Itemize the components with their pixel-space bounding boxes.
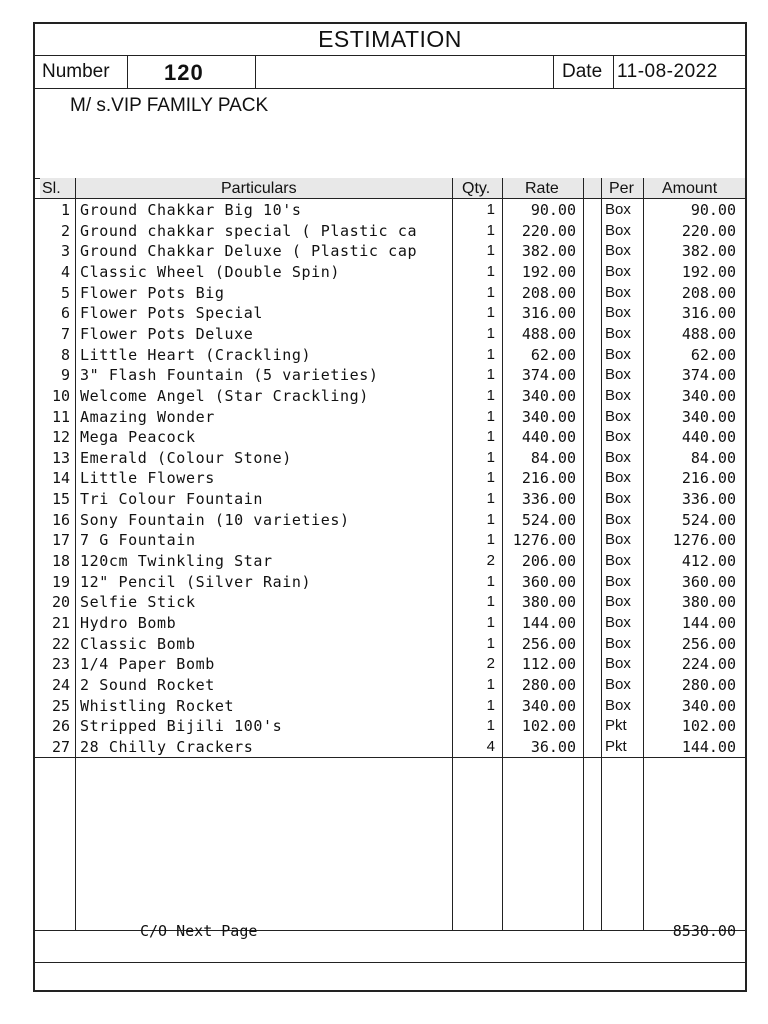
row-sl: 22 xyxy=(51,634,70,653)
table-row xyxy=(0,593,768,614)
row-particulars: Tri Colour Fountain xyxy=(80,490,263,509)
divider xyxy=(255,55,256,88)
row-sl: 16 xyxy=(51,510,70,529)
row-per: Pkt xyxy=(605,717,627,735)
row-qty: 1 xyxy=(486,283,495,301)
table-row xyxy=(0,697,768,718)
row-rate: 382.00 xyxy=(521,242,576,261)
table-row xyxy=(0,346,768,367)
row-per: Box xyxy=(605,304,631,322)
column-header-per: Per xyxy=(609,180,634,197)
row-per: Box xyxy=(605,655,631,673)
divider xyxy=(553,55,554,88)
row-per: Box xyxy=(605,407,631,425)
row-amount: 62.00 xyxy=(690,345,736,364)
divider xyxy=(127,55,128,88)
row-amount: 1276.00 xyxy=(672,531,736,550)
row-per: Box xyxy=(605,469,631,487)
row-particulars: 2 Sound Rocket xyxy=(80,675,215,694)
row-amount: 382.00 xyxy=(681,242,736,261)
row-qty: 1 xyxy=(486,593,495,611)
row-amount: 102.00 xyxy=(681,717,736,736)
row-qty: 1 xyxy=(486,304,495,322)
table-row xyxy=(0,490,768,511)
column-header-rate: Rate xyxy=(525,180,559,197)
row-per: Box xyxy=(605,696,631,714)
row-qty: 1 xyxy=(486,696,495,714)
row-sl: 7 xyxy=(60,324,70,343)
row-qty: 1 xyxy=(486,324,495,342)
date-value: 11-08-2022 xyxy=(617,61,718,82)
row-sl: 27 xyxy=(51,737,70,756)
row-particulars: Little Flowers xyxy=(80,469,215,488)
row-qty: 1 xyxy=(486,345,495,363)
number-value: 120 xyxy=(164,60,204,85)
row-qty: 1 xyxy=(486,221,495,239)
row-amount: 192.00 xyxy=(681,262,736,281)
row-qty: 1 xyxy=(486,448,495,466)
divider xyxy=(33,88,747,89)
row-qty: 1 xyxy=(486,366,495,384)
row-per: Box xyxy=(605,221,631,239)
table-row xyxy=(0,531,768,552)
divider xyxy=(33,962,747,963)
row-rate: 380.00 xyxy=(521,593,576,612)
row-particulars: Ground Chakkar Big 10's xyxy=(80,201,302,219)
row-particulars: Sony Fountain (10 varieties) xyxy=(80,510,350,529)
row-qty: 1 xyxy=(486,386,495,404)
row-qty: 1 xyxy=(486,717,495,735)
row-particulars: Hydro Bomb xyxy=(80,614,177,632)
row-sl: 5 xyxy=(60,283,70,302)
row-particulars: Flower Pots Special xyxy=(80,304,263,323)
table-row xyxy=(0,469,768,490)
row-per: Box xyxy=(605,634,631,652)
row-particulars: Little Heart (Crackling) xyxy=(80,345,312,364)
row-sl: 24 xyxy=(51,675,70,694)
row-particulars: 12" Pencil (Silver Rain) xyxy=(80,572,312,591)
row-amount: 144.00 xyxy=(681,614,736,632)
row-qty: 1 xyxy=(486,242,495,260)
row-sl: 25 xyxy=(51,696,70,715)
row-rate: 524.00 xyxy=(521,510,576,529)
row-per: Box xyxy=(605,386,631,404)
row-particulars: 120cm Twinkling Star xyxy=(80,552,273,571)
row-particulars: 28 Chilly Crackers xyxy=(80,737,254,756)
row-per: Box xyxy=(605,428,631,446)
table-row xyxy=(0,552,768,573)
row-sl: 8 xyxy=(60,345,70,364)
row-sl: 21 xyxy=(51,614,70,632)
table-row xyxy=(0,366,768,387)
row-per: Box xyxy=(605,614,631,631)
row-qty: 1 xyxy=(486,614,495,631)
row-sl: 20 xyxy=(51,593,70,612)
row-amount: 84.00 xyxy=(690,448,736,467)
row-particulars: Ground Chakkar Deluxe ( Plastic cap xyxy=(80,242,418,261)
table-row xyxy=(0,222,768,243)
row-rate: 1276.00 xyxy=(512,531,576,550)
table-row xyxy=(0,738,768,759)
row-particulars: Emerald (Colour Stone) xyxy=(80,448,292,467)
table-row xyxy=(0,573,768,594)
row-rate: 62.00 xyxy=(530,345,576,364)
row-particulars: Classic Bomb xyxy=(80,634,196,653)
row-particulars: 3" Flash Fountain (5 varieties) xyxy=(80,366,379,385)
row-sl: 26 xyxy=(51,717,70,736)
number-label: Number xyxy=(42,61,110,82)
row-sl: 13 xyxy=(51,448,70,467)
column-header-sl: Sl. xyxy=(42,180,61,197)
row-amount: 340.00 xyxy=(681,407,736,426)
row-amount: 208.00 xyxy=(681,283,736,302)
row-particulars: Mega Peacock xyxy=(80,428,196,447)
row-amount: 380.00 xyxy=(681,593,736,612)
row-amount: 224.00 xyxy=(681,655,736,674)
row-per: Box xyxy=(605,675,631,693)
row-sl: 11 xyxy=(51,407,70,426)
column-header-amount: Amount xyxy=(662,180,718,197)
row-per: Box xyxy=(605,324,631,342)
row-qty: 1 xyxy=(486,490,495,508)
row-qty: 1 xyxy=(486,510,495,528)
date-label: Date xyxy=(562,61,603,82)
divider xyxy=(33,198,747,199)
row-rate: 36.00 xyxy=(530,737,576,756)
row-per: Pkt xyxy=(605,737,627,755)
row-particulars: Flower Pots Big xyxy=(80,283,225,302)
row-qty: 4 xyxy=(486,737,495,755)
divider xyxy=(613,55,614,88)
row-qty: 2 xyxy=(486,655,495,673)
table-row xyxy=(0,242,768,263)
row-sl: 19 xyxy=(51,572,70,591)
row-per: Box xyxy=(605,510,631,528)
table-row xyxy=(0,428,768,449)
row-rate: 220.00 xyxy=(521,221,576,240)
row-amount: 360.00 xyxy=(681,572,736,591)
row-qty: 1 xyxy=(486,201,495,218)
row-rate: 488.00 xyxy=(521,324,576,343)
row-rate: 216.00 xyxy=(521,469,576,488)
column-header-band xyxy=(40,178,745,198)
row-per: Box xyxy=(605,531,631,549)
row-rate: 336.00 xyxy=(521,490,576,509)
row-particulars: Whistling Rocket xyxy=(80,696,235,715)
table-row xyxy=(0,408,768,429)
table-row xyxy=(0,676,768,697)
table-row xyxy=(0,449,768,470)
row-amount: 440.00 xyxy=(681,428,736,447)
row-amount: 256.00 xyxy=(681,634,736,653)
row-sl: 14 xyxy=(51,469,70,488)
row-amount: 216.00 xyxy=(681,469,736,488)
row-sl: 9 xyxy=(60,366,70,385)
table-row xyxy=(0,387,768,408)
row-particulars: Flower Pots Deluxe xyxy=(80,324,254,343)
table-row xyxy=(0,263,768,284)
row-qty: 1 xyxy=(486,469,495,487)
table-row xyxy=(0,614,768,635)
column-header-qty: Qty. xyxy=(462,180,491,197)
row-rate: 280.00 xyxy=(521,675,576,694)
customer-name: M/ s.VIP FAMILY PACK xyxy=(70,95,269,116)
row-rate: 90.00 xyxy=(530,201,576,219)
row-particulars: Selfie Stick xyxy=(80,593,196,612)
carry-over-label: C/O Next Page xyxy=(140,922,258,940)
row-qty: 1 xyxy=(486,572,495,590)
row-particulars: Welcome Angel (Star Crackling) xyxy=(80,386,369,405)
row-rate: 102.00 xyxy=(521,717,576,736)
table-row xyxy=(0,717,768,738)
row-sl: 10 xyxy=(51,386,70,405)
row-amount: 374.00 xyxy=(681,366,736,385)
page-title: ESTIMATION xyxy=(318,26,462,52)
row-rate: 340.00 xyxy=(521,696,576,715)
row-rate: 208.00 xyxy=(521,283,576,302)
table-row xyxy=(0,304,768,325)
row-rate: 84.00 xyxy=(530,448,576,467)
row-rate: 340.00 xyxy=(521,407,576,426)
row-sl: 2 xyxy=(60,221,70,240)
row-amount: 220.00 xyxy=(681,221,736,240)
row-qty: 1 xyxy=(486,407,495,425)
row-particulars: Ground chakkar special ( Plastic ca xyxy=(80,221,418,240)
row-particulars: Classic Wheel (Double Spin) xyxy=(80,262,341,281)
table-row xyxy=(0,511,768,532)
row-amount: 340.00 xyxy=(681,386,736,405)
row-sl: 1 xyxy=(60,201,70,219)
row-qty: 1 xyxy=(486,428,495,446)
table-row xyxy=(0,325,768,346)
row-sl: 3 xyxy=(60,242,70,261)
row-amount: 144.00 xyxy=(681,737,736,756)
row-per: Box xyxy=(605,552,631,570)
row-particulars: 1/4 Paper Bomb xyxy=(80,655,215,674)
row-per: Box xyxy=(605,345,631,363)
row-qty: 1 xyxy=(486,262,495,280)
table-row xyxy=(0,284,768,305)
row-amount: 280.00 xyxy=(681,675,736,694)
row-qty: 1 xyxy=(486,531,495,549)
table-row xyxy=(0,655,768,676)
row-sl: 15 xyxy=(51,490,70,509)
row-sl: 12 xyxy=(51,428,70,447)
row-rate: 144.00 xyxy=(521,614,576,632)
row-per: Box xyxy=(605,366,631,384)
row-per: Box xyxy=(605,593,631,611)
row-per: Box xyxy=(605,490,631,508)
row-amount: 90.00 xyxy=(690,201,736,219)
row-sl: 6 xyxy=(60,304,70,323)
row-per: Box xyxy=(605,448,631,466)
table-row xyxy=(0,201,768,222)
row-rate: 256.00 xyxy=(521,634,576,653)
row-sl: 4 xyxy=(60,262,70,281)
row-rate: 192.00 xyxy=(521,262,576,281)
row-particulars: Stripped Bijili 100's xyxy=(80,717,283,736)
row-sl: 17 xyxy=(51,531,70,550)
row-particulars: 7 G Fountain xyxy=(80,531,196,550)
row-sl: 18 xyxy=(51,552,70,571)
row-rate: 316.00 xyxy=(521,304,576,323)
row-rate: 340.00 xyxy=(521,386,576,405)
row-qty: 1 xyxy=(486,634,495,652)
carry-over-amount: 8530.00 xyxy=(672,922,736,940)
row-sl: 23 xyxy=(51,655,70,674)
table-row xyxy=(0,635,768,656)
row-amount: 316.00 xyxy=(681,304,736,323)
column-header-particulars: Particulars xyxy=(221,180,297,197)
row-rate: 206.00 xyxy=(521,552,576,571)
row-rate: 440.00 xyxy=(521,428,576,447)
row-per: Box xyxy=(605,242,631,260)
row-rate: 112.00 xyxy=(521,655,576,674)
row-amount: 340.00 xyxy=(681,696,736,715)
divider xyxy=(33,55,747,56)
row-particulars: Amazing Wonder xyxy=(80,407,215,426)
row-amount: 336.00 xyxy=(681,490,736,509)
row-amount: 488.00 xyxy=(681,324,736,343)
row-rate: 360.00 xyxy=(521,572,576,591)
row-qty: 2 xyxy=(486,552,495,570)
row-per: Box xyxy=(605,201,631,218)
row-qty: 1 xyxy=(486,675,495,693)
row-per: Box xyxy=(605,283,631,301)
row-amount: 412.00 xyxy=(681,552,736,571)
row-per: Box xyxy=(605,572,631,590)
row-per: Box xyxy=(605,262,631,280)
row-rate: 374.00 xyxy=(521,366,576,385)
row-amount: 524.00 xyxy=(681,510,736,529)
